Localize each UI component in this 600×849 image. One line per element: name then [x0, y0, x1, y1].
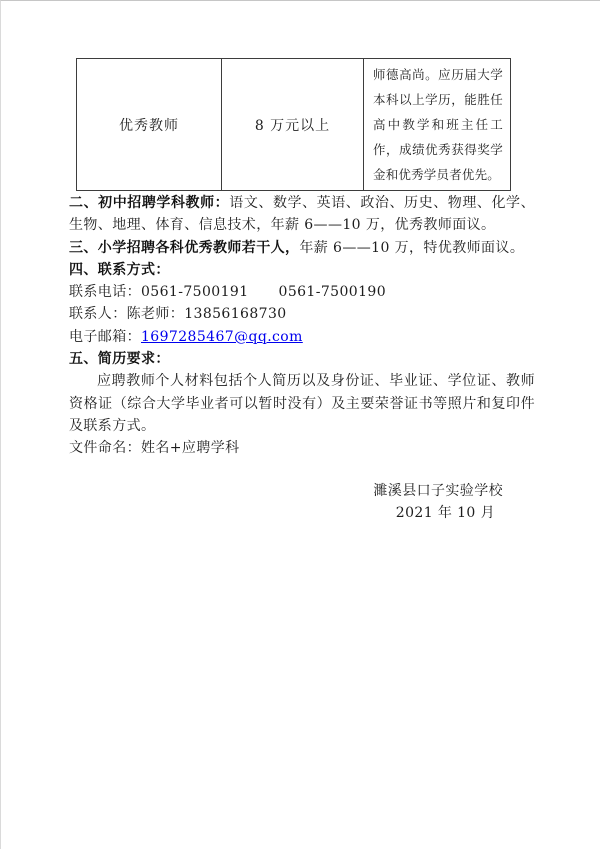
contact-phone-line: [69, 281, 535, 303]
signature-date: 2021 年 10 月: [395, 504, 495, 521]
section-2-line: [69, 192, 535, 237]
table-cell-position: 优秀教师: [77, 59, 222, 191]
signature-school: 濉溪县口子实验学校: [373, 482, 503, 499]
phone-number-2: 0561-7500190: [278, 284, 387, 301]
section-5-heading: 五、简历要求：: [69, 351, 170, 368]
table-cell-requirements: 师德高尚。应历届大学本科以上学历，能胜任高中教学和班主任工作，成绩优秀获得奖学金和优秀学员者优先。: [364, 59, 511, 191]
contact-email-line: [69, 326, 535, 348]
section-3-text: 年薪 6——10 万，特优教师面议。: [299, 239, 525, 256]
document-body: [69, 192, 535, 524]
section-5-line: [69, 348, 535, 370]
phone-label: 联系电话：: [69, 284, 141, 301]
resume-requirements-paragraph: 应聘教师个人材料包括个人简历以及身份证、毕业证、学位证、教师资格证（综合大学毕业者可以暂时没有）及主要荣誉证书等照片和复印件及联系方式。: [69, 373, 535, 434]
salary-table: [76, 58, 511, 191]
email-label: 电子邮箱：: [69, 328, 141, 345]
section-4-line: [69, 259, 535, 281]
section-2-heading: 二、初中招聘学科教师：: [69, 195, 230, 211]
section-3-line: [69, 237, 535, 259]
table-row: [77, 59, 511, 191]
contact-person-line: 联系人：陈老师：13856168730: [69, 306, 287, 323]
phone-number-1: 0561-7500191: [141, 284, 249, 301]
section-3-heading: 三、小学招聘各科优秀教师若干人，: [69, 239, 300, 256]
section-4-heading: 四、联系方式：: [69, 261, 170, 278]
file-naming-line: 文件命名：姓名+应聘学科: [69, 440, 240, 457]
section-2-text: 语文、数学、英语、政治、历史、物理、化学、生物、地理、体育、信息技术，年薪 6——10 万，优秀教师面议。: [69, 195, 535, 234]
email-link[interactable]: 1697285467@qq.com: [141, 328, 303, 345]
table-cell-salary: 8 万元以上: [222, 59, 364, 191]
